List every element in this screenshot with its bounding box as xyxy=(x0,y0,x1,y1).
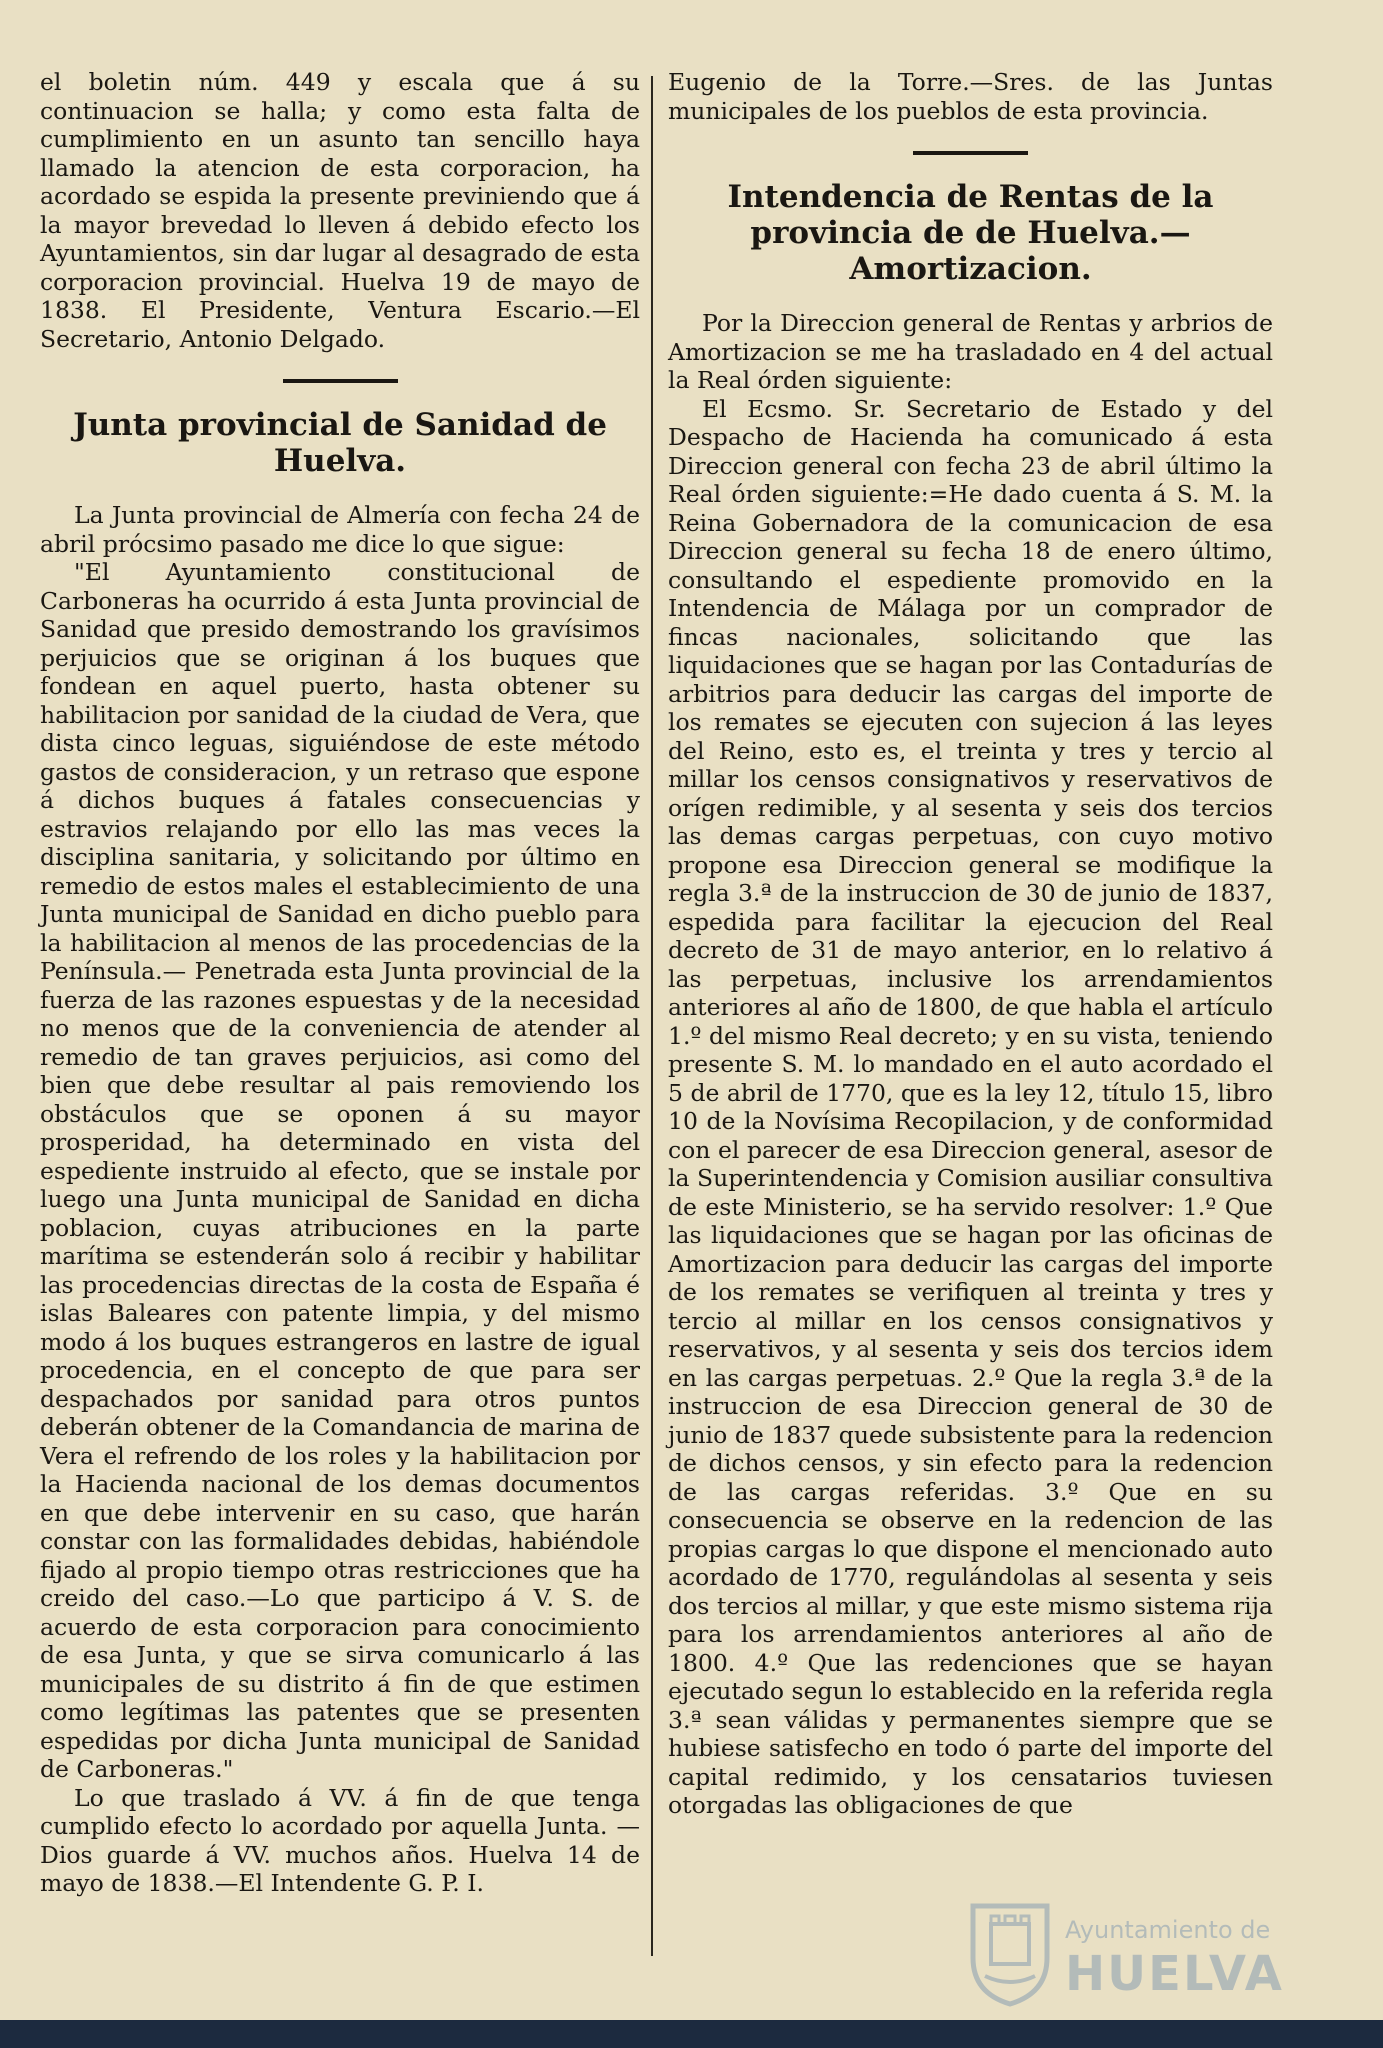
section-divider xyxy=(913,151,1028,155)
left-paragraph-2: "El Ayuntamiento constitucional de Carboneras ha ocurrido á esta Junta provincial de Sanidad que presido demostrando los gravísimos perjuicios que se originan á los buques que fondean en aquel puerto, hasta obtener su habilitacion por sanidad de la ciudad de Vera, que dista cinco leguas, siguiéndose de este método gastos de consideracion, y un retraso que espone á dichos buques á fatales consecuencias y estravios relajando por ello las mas veces la disciplina sanitaria, y solicitando por último en remedio de estos males el establecimiento de una Junta municipal de Sanidad en dicho pueblo para la habilitacion al menos de las procedencias de la Península.— Penetrada esta Junta provincial de la fuerza de las razones espuestas y de la necesidad no menos que de la conveniencia de atender al remedio de tan graves perjuicios, asi como del bien que debe resultar al pais removiendo los obstáculos que se oponen á su mayor prosperidad, ha determinado en vista del espediente instruido al efecto, que se instale por luego una Junta municipal de Sanidad en dicha poblacion, cuyas atribuciones en la parte marítima se estenderán solo á recibir y habilitar las procedencias directas de la costa de España é islas Baleares con patente limpia, y del mismo modo á los buques estrangeros en lastre de igual procedencia, en el concepto de que para ser despachados por sanidad para otros puntos deberán obtener de la Comandancia de marina de Vera el refrendo de los roles y la habilitacion por la Hacienda nacional de los demas documentos en que debe intervenir en su caso, que harán constar con las formalidades debidas, habiéndole fijado al propio tiempo otras restricciones que ha creido del caso.—Lo que participo á V. S. de acuerdo de esta corporacion para conocimiento de esa Junta, y que se sirva comunicarlo á las municipales de su distrito á fin de que estimen como legítimas las patentes que se presenten espedidas por dicha Junta municipal de Sanidad de Carboneras." xyxy=(40,558,640,1783)
left-paragraph-1: La Junta provincial de Almería con fecha 24 de abril prócsimo pasado me dice lo que sigue: xyxy=(40,501,640,558)
right-paragraph-1: Por la Direccion general de Rentas y arbrios de Amortizacion se me ha trasladado en 4 del actual la Real órden siguiente: xyxy=(668,309,1273,394)
column-divider xyxy=(651,76,653,1956)
section-divider xyxy=(283,379,398,383)
left-top-paragraph: el boletin núm. 449 y escala que á su continuacion se halla; y como esta falta de cumplimiento en un asunto tan sencillo haya llamado la atencion de esta corporacion, ha acordado se espida la presente previniendo que á la mayor brevedad lo lleven á debido efecto los Ayuntamientos, sin dar lugar al desagrado de esta corporacion provincial. Huelva 19 de mayo de 1838. El Presidente, Ventura Escario.—El Secretario, Antonio Delgado. xyxy=(40,68,640,353)
left-paragraph-3: Lo que traslado á VV. á fin de que tenga cumplido efecto lo acordado por aquella Junta. —Dios guarde á VV. muchos años. Huelva 14 de mayo de 1838.—El Intendente G. P. I. xyxy=(40,1783,640,1897)
right-heading: Intendencia de Rentas de la provincia de de Huelva.—Amortizacion. xyxy=(727,179,1214,287)
left-column xyxy=(40,68,640,1898)
coat-of-arms-icon xyxy=(965,1898,1055,2008)
right-top-paragraph: Eugenio de la Torre.—Sres. de las Juntas municipales de los pueblos de esta provincia. xyxy=(668,68,1273,125)
page-bottom-edge xyxy=(0,2020,1383,2048)
watermark-line-1: Ayuntamiento de xyxy=(1065,1916,1271,1944)
right-column xyxy=(668,68,1273,1820)
right-paragraph-2: El Ecsmo. Sr. Secretario de Estado y del Despacho de Hacienda ha comunicado á esta Direccion general con fecha 23 de abril último la Real órden siguiente:=He dado cuenta á S. M. la Reina Gobernadora de la comunicacion de esa Direccion general su fecha 18 de enero último, consultando el espediente promovido en la Intendencia de Málaga por un comprador de fincas nacionales, solicitando que las liquidaciones que se hagan por las Contadurías de arbitrios para deducir las cargas del importe de los remates se ejecuten con sujecion á las leyes del Reino, esto es, el treinta y tres y tercio al millar los censos consignativos y reservativos de orígen redimible, y al sesenta y seis dos tercios las demas cargas perpetuas, con cuyo motivo propone esa Direccion general se modifique la regla 3.ª de la instruccion de 30 de junio de 1837, espedida para facilitar la ejecucion del Real decreto de 31 de mayo anterior, en lo relativo á las perpetuas, inclusive los arrendamientos anteriores al año de 1800, de que habla el artículo 1.º del mismo Real decreto; y en su vista, teniendo presente S. M. lo mandado en el auto acordado el 5 de abril de 1770, que es la ley 12, título 15, libro 10 de la Novísima Recopilacion, y de conformidad con el parecer de esa Direccion general, asesor de la Superintendencia y Comision ausiliar consultiva de este Ministerio, se ha servido resolver: 1.º Que las liquidaciones que se hagan por las oficinas de Amortizacion para deducir las cargas del importe de los remates se verifiquen al treinta y tres y tercio al millar en los censos consignativos y reservativos, y al sesenta y seis dos tercios idem en las cargas perpetuas. 2.º Que la regla 3.ª de la instruccion de esa Direccion general de 30 de junio de 1837 quede subsistente para la redencion de dichos censos, y sin efecto para la redencion de las cargas referidas. 3.º Que en su consecuencia se observe en la redencion de las propias cargas lo que dispone el mencionado auto acordado de 1770, regulándolas al sesenta y seis dos tercios al millar, y que este mismo sistema rija para los arrendamientos anteriores al año de 1800. 4.º Que las redenciones que se hayan ejecutado segun lo establecido en la referida regla 3.ª sean válidas y permanentes siempre que se hubiese satisfecho en todo ó parte del importe del capital redimido, y los censatarios tuviesen otorgadas las obligaciones de que xyxy=(668,394,1273,1819)
left-heading: Junta provincial de Sanidad de Huelva. xyxy=(73,407,607,479)
watermark-line-2: HUELVA xyxy=(1065,1946,1284,2002)
watermark xyxy=(965,1898,1305,2018)
